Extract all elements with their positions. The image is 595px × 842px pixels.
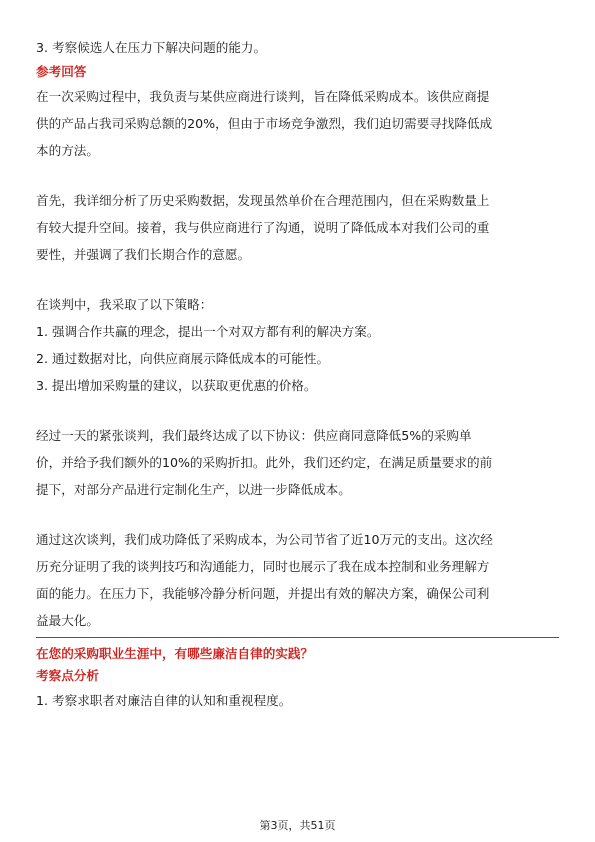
paragraph-line: 供的产品占我司采购总额的20%，但由于市场竞争激烈，我们迫切需要寻找降低成: [36, 116, 493, 131]
paragraph-line: 益最大化。: [36, 613, 99, 628]
strategy-item: 2. 通过数据对比，向供应商展示降低成本的可能性。: [36, 351, 330, 366]
paragraph-line: 本的方法。: [36, 143, 99, 158]
paragraph-line: 首先，我详细分析了历史采购数据，发现虽然单价在合理范围内，但在采购数量上: [36, 193, 490, 208]
answer-paragraph-3: [36, 291, 559, 399]
paragraph-line: 历充分证明了我的谈判技巧和沟通能力，同时也展示了我在成本控制和业务理解方: [36, 559, 490, 574]
strategy-item: 3. 提出增加采购量的建议，以获取更优惠的价格。: [36, 378, 317, 393]
paragraph-line: 价，并给予我们额外的10%的采购折扣。此外，我们还约定，在满足质量要求的前: [36, 455, 493, 470]
analysis-heading: 考察点分析: [36, 668, 99, 683]
page-content: [36, 34, 559, 714]
answer-paragraph-5: [36, 526, 559, 634]
top-list-item: 3. 考察候选人在压力下解决问题的能力。: [36, 40, 267, 55]
paragraph-line: 要性，并强调了我们长期合作的意愿。: [36, 247, 251, 262]
answer-heading: 参考回答: [36, 64, 87, 79]
paragraph-line: 通过这次谈判，我们成功降低了采购成本，为公司节省了近10万元的支出。这次经: [36, 532, 493, 547]
paragraph-line: 在谈判中，我采取了以下策略：: [36, 297, 213, 312]
answer-paragraph-2: [36, 187, 559, 268]
paragraph-line: 在一次采购过程中，我负责与某供应商进行谈判，旨在降低采购成本。该供应商提: [36, 89, 490, 104]
page-number: 第3页，共51页: [259, 819, 336, 832]
paragraph-line: 经过一天的紧张谈判，我们最终达成了以下协议：供应商同意降低5%的采购单: [36, 428, 472, 443]
paragraph-line: 有较大提升空间。接着，我与供应商进行了沟通，说明了降低成本对我们公司的重: [36, 220, 490, 235]
paragraph-line: 面的能力。在压力下，我能够冷静分析问题，并提出有效的解决方案，确保公司利: [36, 586, 490, 601]
answer-paragraph-4: [36, 422, 559, 503]
analysis-list-item: 1. 考察求职者对廉洁自律的认知和重视程度。: [36, 693, 292, 708]
answer-paragraph-1: [36, 83, 559, 164]
strategy-item: 1. 强调合作共赢的理念，提出一个对双方都有利的解决方案。: [36, 324, 380, 339]
section-divider: [36, 637, 559, 638]
paragraph-line: 提下，对部分产品进行定制化生产，以进一步降低成本。: [36, 482, 351, 497]
question-heading: 在您的采购职业生涯中，有哪些廉洁自律的实践？: [36, 646, 314, 661]
